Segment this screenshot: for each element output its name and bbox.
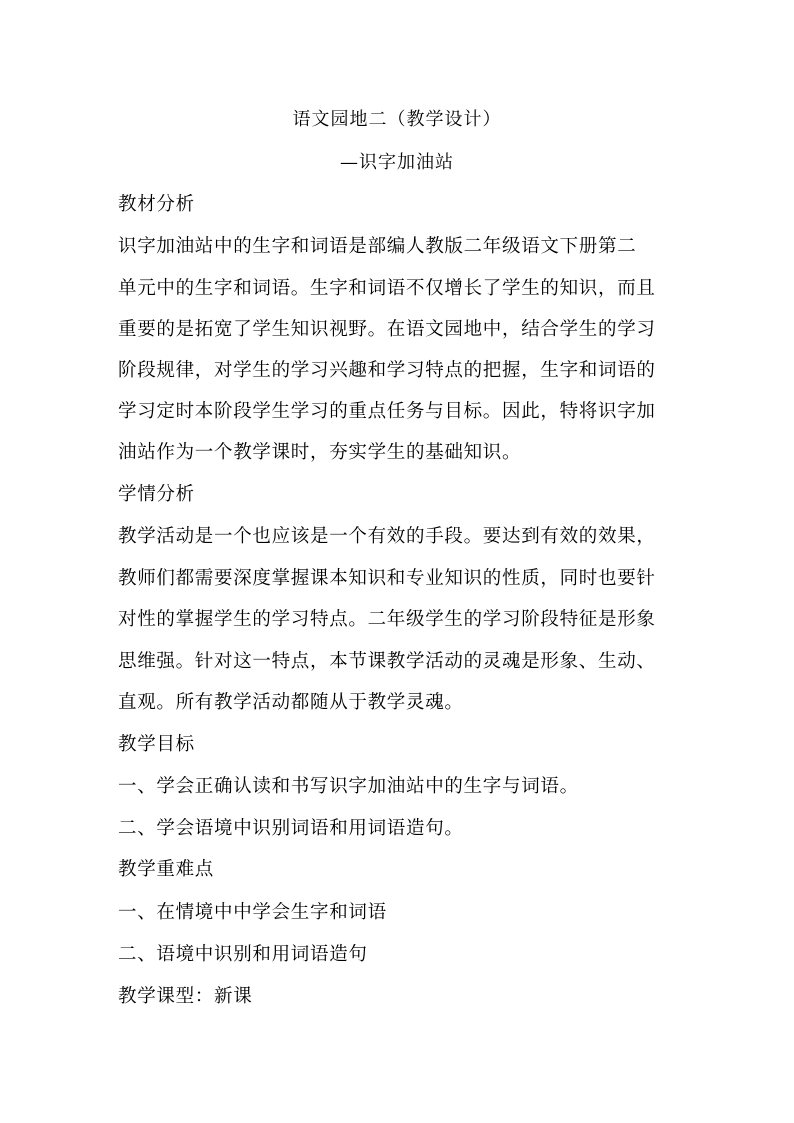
list-item: 一、学会正确认读和书写识字加油站中的生字与词语。 — [118, 776, 579, 797]
paragraph-line: 直观。所有教学活动都随从于教学灵魂。 — [118, 692, 464, 713]
paragraph-line: 思维强。针对这一特点，本节课教学活动的灵魂是形象、生动、 — [118, 651, 656, 672]
list-item: 二、学会语境中识别词语和用词语造句。 — [118, 818, 464, 839]
document-subtitle: —识字加油站 — [340, 152, 454, 173]
paragraph-line: 学习定时本阶段学生学习的重点任务与目标。因此，特将识字加 — [118, 401, 656, 422]
paragraph-line: 重要的是拓宽了学生知识视野。在语文园地中，结合学生的学习 — [118, 319, 656, 340]
document-title: 语文园地二（教学设计） — [292, 109, 502, 130]
section-heading-textbook-analysis: 教材分析 — [118, 194, 195, 215]
paragraph-line: 教学活动是一个也应该是一个有效的手段。要达到有效的效果， — [118, 526, 656, 547]
paragraph-line: 识字加油站中的生字和词语是部编人教版二年级语文下册第二 — [118, 236, 637, 257]
lesson-type: 教学课型：新课 — [118, 986, 253, 1007]
section-heading-learner-analysis: 学情分析 — [118, 484, 195, 505]
section-heading-teaching-goals: 教学目标 — [118, 734, 195, 755]
paragraph-line: 阶段规律，对学生的学习兴趣和学习特点的把握，生字和词语的 — [118, 360, 656, 381]
paragraph-line: 教师们都需要深度掌握课本知识和专业知识的性质，同时也要针 — [118, 568, 656, 589]
paragraph-line: 单元中的生字和词语。生字和词语不仅增长了学生的知识，而且 — [118, 278, 656, 299]
list-item: 二、语境中识别和用词语造句 — [118, 944, 368, 965]
list-item: 一、在情境中中学会生字和词语 — [118, 902, 387, 923]
paragraph-line: 对性的掌握学生的学习特点。二年级学生的学习阶段特征是形象 — [118, 609, 656, 630]
section-heading-key-difficulties: 教学重难点 — [118, 859, 215, 880]
paragraph-line: 油站作为一个教学课时，夯实学生的基础知识。 — [118, 442, 522, 463]
